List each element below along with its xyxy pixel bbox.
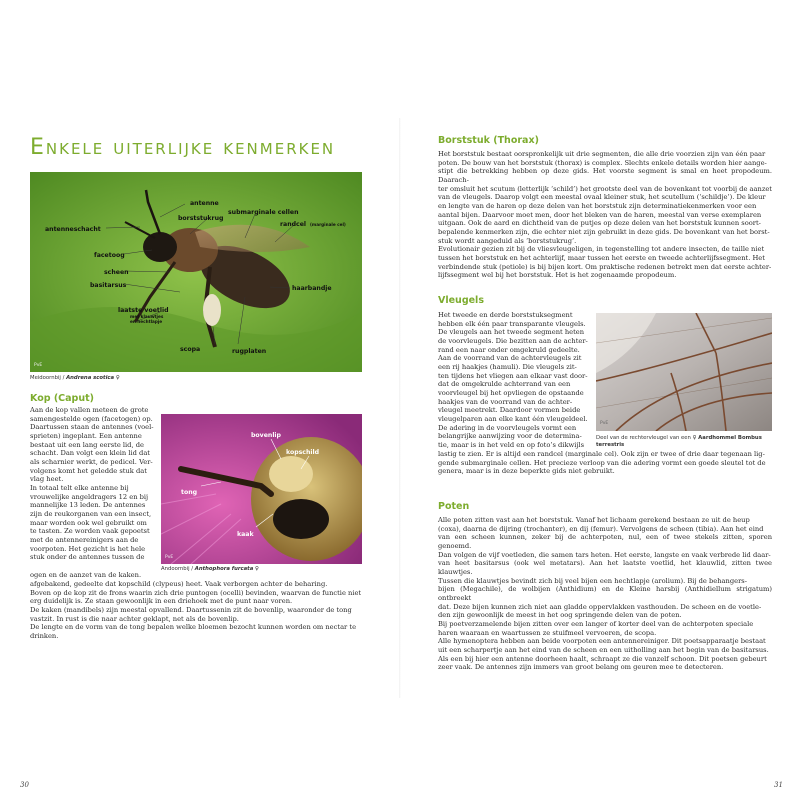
text-line: poten. De bouw van het borststuk (thorax) is complex. Slechts enkele details worden hier aange-	[438, 158, 767, 167]
label-rugplaten: rugplaten	[232, 348, 267, 355]
text-line: gende submarginale cellen. Het precieze verloop van die adering vormt een goede sleutel tot de	[438, 458, 766, 467]
text-line: afgebakend, gedeelte dat kopschild (clypeus) heet. Vaak verborgen achter de beharing.	[30, 580, 328, 588]
label-antenne: antenne	[190, 200, 219, 207]
label-kaak: kaak	[237, 531, 254, 538]
text-line: De kaken (mandibels) zijn meestal opvallend. Daartussenin zit de bovenlip, waaronder de tong	[30, 605, 352, 614]
poten-text	[438, 516, 772, 672]
label-voetlid-line2: met klauwtjes	[130, 314, 164, 319]
text-line: Aan de kop vallen meteen de grote	[30, 406, 149, 414]
page-title: Enkele uiterlijke kenmerken	[30, 135, 336, 160]
text-line: lastig te zien. Er is altijd een randcel (marginale cel). Ook zijn er twee of drie daar tegenaan lig-	[438, 450, 765, 458]
text-line: drinken.	[30, 631, 59, 640]
label-haarbandje: haarbandje	[292, 285, 332, 292]
text-line: ter omsluit het scutum (letterlijk ‘schild’) het grootste deel van de bovenkant tot voorbij de aanzet	[438, 184, 772, 193]
figure3-caption	[596, 435, 772, 448]
label-basitarsus: basitarsus	[90, 282, 127, 289]
text-line: van de vleugels. Daarop volgt een meestal ovaal kleiner stuk, het scutellum (‘schildje’). De kleur	[438, 193, 766, 202]
page-number: 31	[774, 781, 783, 789]
text-line: zeer vaak. De antennes zijn immers van groot belang om geuren mee te detecteren.	[438, 663, 724, 672]
text-line: Daartussen staan de antennes (voel-	[30, 423, 154, 432]
text-line: Als een bij hier een antenne doorheen haalt, schraapt ze die vanzelf schoon. Dit poetsen gebeurt	[438, 654, 767, 663]
label-bovenlip: bovenlip	[251, 432, 281, 439]
text-line: volgens komt het geledde stuk dat	[30, 466, 147, 475]
kop-heading: Kop (Caput)	[30, 393, 94, 404]
right-page	[400, 0, 800, 800]
text-line: (coxa), daarna de dijring (trochanter), en dij (femur). Vervolgens de scheen (tibia). Aan het eind	[438, 524, 764, 533]
text-line: voorvleugel bij het opvliegen de opstaande	[438, 388, 584, 397]
text-line: vleugel meetrekt. Daardoor vormen beide	[438, 406, 581, 415]
page-number: 30	[20, 781, 29, 789]
text-line: de voorvleugels. Die bezitten aan de achter-	[438, 336, 588, 345]
vleugels-heading: Vleugels	[438, 295, 484, 306]
vleugels-text-narrow	[438, 311, 590, 450]
text-line: voorpoten. Het gezicht is het hele	[30, 544, 146, 553]
label-facetoog: facetoog	[94, 252, 125, 259]
text-line: verbindende stuk (petiole) is bij bijen kort. Om praktische redenen betrekt men dat eerste achter-	[438, 262, 772, 271]
caption-latin: Anthophora furcata	[194, 566, 254, 572]
label-submarginale-cellen: submarginale cellen	[228, 209, 299, 216]
label-randcel-note: (marginale cel)	[310, 222, 346, 227]
text-line: belangrijke aanwijzing voor de determina-	[438, 432, 582, 441]
kop-text-full	[30, 580, 362, 641]
text-line: samengestelde ogen (facetogen) op.	[30, 414, 153, 423]
photo-credit: PvE	[165, 555, 174, 560]
borststuk-heading: Borststuk (Thorax)	[438, 135, 539, 146]
text-line: De lengte en de vorm van de tong bepalen welke bloemen bezocht kunnen worden om nectar te	[30, 623, 357, 632]
bee-anatomy-photo	[30, 172, 362, 372]
text-line: met de antennereinigers aan de	[30, 535, 139, 544]
text-line: vleugelparen aan elke kant één vleugeldeel.	[438, 414, 588, 423]
caption-name: Andoornbij	[161, 566, 190, 572]
caption-sex-symbol: ♀	[692, 435, 697, 441]
label-scheen: scheen	[104, 269, 129, 276]
text-line: tie, maar is in het veld en op foto’s dikwijls	[438, 440, 585, 449]
text-line: stuk wordt aangeduid als ‘borststukrug’.	[438, 236, 577, 245]
caption-sex-symbol: ♀	[115, 375, 120, 381]
text-line: den zijn gewoonlijk de meest in het oog springende delen van de poten.	[438, 611, 682, 620]
vleugels-text-full	[438, 450, 772, 476]
text-line: Tussen die klauwtjes bevindt zich bij veel bijen een hechtlapje (arolium). Bij de behangers-	[438, 576, 747, 585]
label-antenneschacht: antenneschacht	[45, 226, 101, 233]
text-line: stuk onder de antennes tussen de	[30, 553, 145, 562]
label-tong: tong	[181, 489, 198, 496]
text-line: vrouwelijke angeldragers 12 en bij	[30, 492, 149, 501]
text-line: Alle hymenoptera hebben aan beide voorpoten een antennereiniger. Dit poetsapparaatje bestaat	[438, 637, 766, 646]
text-line: haakjes van de voorrand van de achter-	[438, 397, 573, 406]
text-line: ten tijdens het vliegen aan elkaar vast door-	[438, 371, 588, 380]
poten-heading: Poten	[438, 501, 470, 512]
label-scopa: scopa	[180, 346, 201, 353]
text-line: van heet basitarsus (ook wel metatars). Aan het laatste voetlid, het klauwlid, zitten twee klauwtjes.	[438, 559, 772, 576]
text-line: Bij poetverzamelende bijen zitten over een langer of korter deel van de achterpoten speciale	[438, 619, 754, 628]
photo-credit: PvE	[600, 421, 609, 426]
text-line: te tasten. Ze worden vaak gepoetst	[30, 527, 150, 536]
caption-latin: Andrena scotica	[66, 375, 115, 381]
text-line: uit een scharpertje aan het eind van de scheen en een uitholling aan het begin van de basitarsus.	[438, 645, 769, 654]
text-line: sprieten) ingeplant. Een antenne	[30, 431, 142, 440]
bee-head-photo	[161, 414, 362, 564]
text-line: tussen het borststuk en het achterlijf, maar tussen het eerste en tweede achterlijfssegment. Het	[438, 253, 765, 262]
text-line: maar worden ook wel gebruikt om	[30, 518, 147, 527]
wing-photo	[596, 313, 772, 431]
caption-sex-symbol: ♀	[254, 566, 259, 572]
text-line: een rij haakjes (hamuli). Die vleugels zit-	[438, 362, 577, 371]
text-line: lijfssegment wel bij het borststuk. Het is het zogenaamde propodeum.	[438, 271, 677, 280]
text-line: In totaal telt elke antenne bij	[30, 483, 129, 492]
wing-image	[596, 313, 772, 431]
caption-name: Deel van de rechtervleugel van een	[596, 435, 691, 441]
text-line: erg duidelijk is. Ze staan gewoonlijk in een driehoek met de punt naar voren.	[30, 597, 293, 606]
figure1-caption: Meidoornbij / Andrena scotica ♀	[30, 375, 120, 381]
text-line: Boven op de kop zit de frons waarin zich drie puntogen (ocelli) bevinden, waarvan de functie niet	[30, 588, 362, 597]
text-line: Het borststuk bestaat oorspronkelijk uit drie segmenten, die alle drie voorzien zijn van één paar	[438, 150, 766, 158]
label-laatste-voetlid: laatste voetlid	[118, 307, 169, 314]
kop-text-narrow	[30, 406, 156, 562]
borststuk-text	[438, 150, 772, 280]
text-line: De adering in de voorvleugels vormt een	[438, 423, 577, 432]
bee-head-image	[161, 414, 362, 564]
text-line: genera, maar is in deze beperkte gids niet gebruikt.	[438, 467, 615, 476]
text-line: stipt die betrekking hebben op deze gids. Het voorste segment is smal en heet propodeum. Daarach-	[438, 167, 772, 184]
text-line: dat de omgekrulde achterrand van een	[438, 380, 571, 389]
text-line: rand een naar onder omgekruld gedeelte.	[438, 345, 580, 354]
label-randcel: randcel	[280, 221, 307, 228]
text-line: van een scheen kunnen, zeker bij de achterpoten, nul, een of twee stekels zitten, sporen genoemd.	[438, 533, 772, 550]
text-line: als scharnier werkt, de pedicel. Ver-	[30, 457, 153, 466]
label-borststukrug: borststukrug	[178, 215, 224, 222]
text-line: bepalende kenmerken zijn, die echter niet zijn gebruikt in deze gids. De bovenkant van het borst-	[438, 227, 770, 236]
label-voetlid-line3: en hechtlapje	[130, 319, 163, 324]
text-line: dat. Deze bijen kunnen zich niet aan gladde oppervlakken vasthouden. De scheen en de voetle-	[438, 602, 762, 611]
caption-name: Meidoornbij	[30, 375, 61, 381]
text-line: bestaat uit een lang eerste lid, de	[30, 440, 144, 449]
text-line: zijn de reukorganen van een insect,	[30, 509, 152, 518]
text-line: De vleugels aan het tweede segment heten	[438, 328, 585, 337]
bee-anatomy-image	[30, 172, 362, 372]
text-line: Evolutionair gezien zit bij de vliesvleugeligen, in tegenstelling tot andere insecten, de taille niet	[438, 245, 765, 254]
text-line: Dan volgen de vijf voetleden, die samen tars heten. Het eerste, langste en vaak verbrede lid daar-	[438, 550, 771, 559]
text-line: mannelijke 13 leden. De antennes	[30, 501, 146, 510]
text-line: ogen en de aanzet van de kaken.	[30, 571, 142, 579]
text-line: Alle poten zitten vast aan het borststuk. Vanaf het lichaam gerekend bestaan ze uit de heup	[438, 516, 750, 524]
text-line: hebben elk één paar transparante vleugels.	[438, 319, 586, 328]
photo-credit: PvE	[34, 363, 43, 368]
text-line: haren waaraan en waartussen ze stuifmeel vervoeren, de scopa.	[438, 628, 657, 637]
text-line: Aan de voorrand van de achtervleugels zit	[438, 354, 582, 363]
label-kopschild: kopschild	[286, 449, 320, 456]
text-line: en lengte van de haren op deze delen van het borststuk zijn determinatiekenmerken voor een	[438, 201, 757, 210]
text-line: bijen (Megachile), de wolbijen (Anthidium) en de Kleine harsbij (Anthidiellum strigatum) ontbreekt	[438, 585, 772, 602]
text-line: schacht. Dan volgt een klein lid dat	[30, 449, 150, 458]
text-line: vastzit. In rust is die naar achter geklapt, net als de bovenlip.	[30, 614, 239, 623]
text-line: vlag heet.	[30, 475, 64, 484]
caption-latin: Aardhommel Bombus terrestris	[596, 435, 762, 448]
text-line: aantal bijen. Daarvoor moet men, door het bleken van de haren, meestal van verse exemplaren	[438, 210, 762, 219]
kop-text-narrow-end	[30, 571, 158, 580]
text-line: uitgaan. Ook de aard en dichtheid van de putjes op deze delen van het borststuk kunnen soort-	[438, 219, 761, 228]
text-line: Het tweede en derde borststuksegment	[438, 311, 573, 319]
figure2-caption: Andoornbij / Anthophora furcata ♀	[161, 566, 259, 572]
